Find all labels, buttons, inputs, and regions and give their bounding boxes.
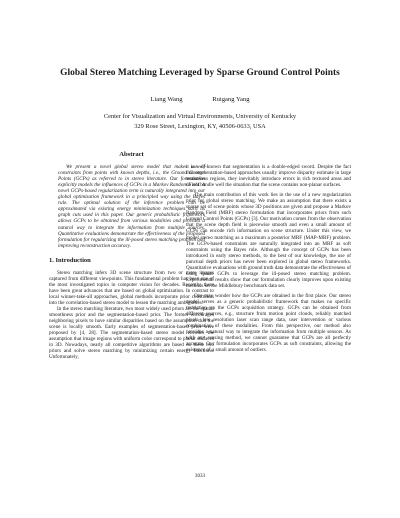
affiliation-address: 329 Rose Street, Lexington, KY, 40506-0633, USA [134,122,266,130]
author-name: Ruigang Yang [212,96,250,103]
abstract-text: We present a novel global stereo model that makes use of constraints from points with known depths, i.e., the Ground Control Points (GCPs) as referred to in stereo literature. Our formulation explicitly models the influences of GCPs in a Markov Random Field. A novel GCPs-based regularization term is naturally integrated into our global optimization framework in a principled way using the Bayes rule. The optimal solution of the inference problem can be approximated via existing energy minimization techniques such as graph cuts used in this paper. Our generic probabilistic framework allows GCPs to be obtained from various modalities and provides a natural way to integrate the information from multiple sources. Quantitative evaluations demonstrate the effectiveness of the proposed formulation for regularizing the ill-posed stereo matching problem and improving reconstruction accuracy. [58,164,205,249]
section-heading: 1. Introduction [49,256,91,264]
body-paragraph: The main contribution of this work lies in the use of a new regularization prior for global stereo matching. We make an assumption that there exists a sparse set of scene points whose 3D positions are given and propose a Markov Random Field (MRF) stereo formulation that incorporates priors from such Ground Control Points (GCPs) [3]. Our motivation comes from the observation that the scene depth field is piecewise smooth and even a small amount of GCPs can encode rich information on scene structure. Under this view, we model stereo matching as a maximum a posterior MRF (MAP-MRF) problem. The GCPs-based constraints are naturally integrated into an MRF as soft constraints using the Bayes rule. Although the concept of GCPs has been introduced in early stereo methods, to the best of our knowledge, the use of punctual depth priors has never been explored in global stereo frameworks. Quantitative evaluations with ground truth data demonstrate the effectiveness of using sparse GCPs to leverage the ill-posed stereo matching problem. Experimental results show that our formulation clearly improves upon existing methods on the Middlebury benchmark data set. [186,192,351,289]
body-paragraph: Stereo matching infers 3D scene structure from two or more images captured from different viewpoints. This fundamental problem has been one of the most investigated topics in computer vision for decades. Recently, there have been great advances that are based on global optimization. In contrast to local winner-take-all approaches, global methods incorporate prior constraints into the correlation-based stereo model to lessen the matching ambiguities. [49,269,214,306]
right-column [186,164,351,353]
page-number: 3033 [194,473,206,479]
abstract-heading: Abstract [119,151,144,158]
author-list [0,96,400,103]
author-name: Liang Wang [150,96,183,103]
body-paragraph: In the stereo matching literature, two most widely used priors are the spatial smoothness prior and the segmentation-based prior. The former encourages neighboring pixels to have similar disparities based on the assumption that the scene is locally smooth. Early examples of segmentation-based prior were proposed by [4, 28]. The segmentation-based stereo model encodes the assumption that image regions with uniform color correspond to planar surfaces in 3D. Nowadays, nearly all competitive algorithms are based on these two priors and solve stereo matching by minimizing certain energy functions. Unfortunately, [49,306,214,361]
paper-title: Global Stereo Matching Leveraged by Sparse Ground Control Points [60,68,340,78]
affiliation-line: Center for Visualization and Virtual Environments, University of Kentucky [103,113,297,120]
body-paragraph: it is well-known that segmentation is a double-edged sword. Despite the fact that segmentation-based approaches usually improve disparity estimate in large textureless regions, they inevitably introduce errors in rich textured areas and do not handle well the situation that the scene contains non-planar surfaces. [186,164,351,189]
affiliation [0,112,400,131]
body-paragraph: One may wonder how the GCPs are obtained in the first place. Our stereo model serves as a generic probabilistic framework that makes no specific restriction on the GCPs acquisition strategy. GCPs can be obtained from different sources, e.g., structure from motion point clouds, reliably matched pixels, low resolution laser scan range data, user intervention or various combination of these modalities. From this perspective, our method also provides a natural way to integrate the information from multiple sensors. As with any sensing method, we cannot guarantee that GCPs are all perfectly accurate. Our formulation incorporates GCPs as soft constraints, allowing the existence of a small amount of outliers. [186,292,351,354]
